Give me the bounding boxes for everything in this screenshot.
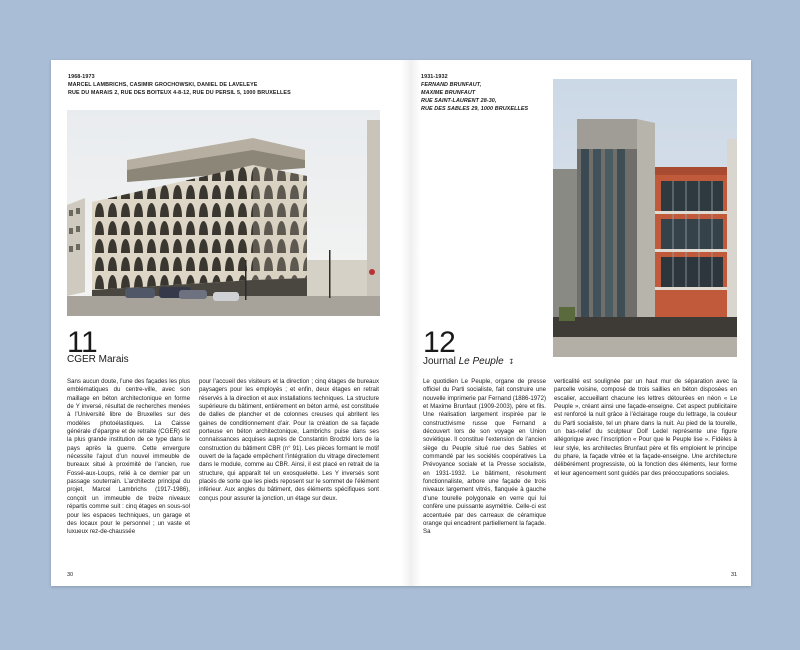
left-text-column-1	[67, 378, 190, 537]
left-page-header	[68, 73, 291, 97]
right-text-column-1	[423, 378, 546, 537]
entry-title-italic: Le Peuple	[458, 356, 504, 367]
left-header-years: 1968-1973	[68, 74, 95, 80]
book-spread	[51, 60, 751, 586]
right-paragraph-2: verticalité est soulignée par un haut mur de séparation avec la parcelle voisine, composé de trois saillies en béton disposées en escalier, accueillant chacune les lettres détourées en néon « Le Peuple », créant ainsi une façade-enseigne. Cet aspect publicitaire est renforcé la nuit grâce à l’éclairage rouge du lettrage, la couleur du Parti socialiste, tel un phare dans la nuit. Au pied de la tourelle, un bas-relief du sculpteur Dolf Ledel représente une figure allégorique avec l’inscription « Pour que le Peuple lise ». Fidèles à leur style, les architectes Brunfaut père et fils emploient le principe du phare, la façade vitrée et la façade-enseigne. Une architecture délibérément progressiste, où la fonction des éléments, leur forme et leur agencement sont guidés par des préoccupations sociales.	[554, 378, 737, 477]
le-peuple-photo	[553, 79, 737, 357]
right-header-years: 1931-1932	[421, 74, 448, 80]
cger-marais-photo	[67, 110, 380, 316]
page-number-left: 30	[67, 572, 74, 578]
left-header-architects: MARCEL LAMBRICHS, CASIMIR GROCHOWSKI, DANIEL DE LAVELEYE	[68, 82, 258, 88]
entry-number-12: 12	[423, 326, 456, 359]
right-text-column-2	[554, 378, 737, 478]
right-header-architect-2: MAXIME BRUNFAUT	[421, 90, 476, 96]
right-header-address-2: RUE DES SABLES 29, 1000 BRUXELLES	[421, 106, 529, 112]
right-page-header	[421, 73, 528, 113]
entry-marker-icon: ↧	[508, 359, 515, 366]
book-gutter	[401, 60, 421, 586]
entry-title-cger-marais: CGER Marais	[67, 354, 129, 365]
left-header-address: RUE DU MARAIS 2, RUE DES BOITEUX 4-8-12, RUE DU PERSIL 5, 1000 BRUXELLES	[68, 90, 291, 96]
right-paragraph-1: Le quotidien Le Peuple, organe de presse officiel du Parti socialiste, fait construire une nouvelle imprimerie par Fernand (1886-1972) et Maxime Brunfaut (1909-2003), père et fils. Une réalisation largement inspirée par le constructivisme russe que Fernand a découvert lors de son voyage en Union soviétique. Il constitue l’extension de l’ancien siège du Peuple situé rue des Sables et commandé par les sociétés coopératives La Prévoyance sociale et la Presse socialiste, en 1931-1932. Le bâtiment, résolument fonctionnaliste, arbore une façade de trois niveaux largement vitrés, flanquée à gauche d’une tourelle polygonale en verre qui lui confère une puissante asymétrie. Celle-ci est accentuée par des carreaux de céramique orange qui encadrent partiellement la façade. Sa	[423, 378, 546, 536]
right-header-architect-1: FERNAND BRUNFAUT,	[421, 82, 482, 88]
entry-title-prefix: Journal	[423, 356, 456, 367]
entry-number-11: 11	[67, 326, 98, 359]
left-paragraph-2: pour l’accueil des visiteurs et la direction ; cinq étages de bureaux paysagers pour les employés ; et enfin, deux étages en retrait réservés à la direction et aux installations techniques. La structure supérieure du bâtiment, entièrement en béton armé, est constituée de dalles de plancher et de colonnes creuses qui abritent les gaines de conditionnement d’air. Pour la création de sa façade porteuse en béton architectonique, Lambrichs puise dans ses connaissances acquises auprès de Constantin Brodzki lors de la construction du bâtiment CBR (n° 91). Les pièces formant le motif ouvert de la façade empêchent l’intégration du vitrage directement dans le module, comme au CBR. Ainsi, il est placé en retrait de la structure, qui apparaît tel un exosquelette. Les Y inversés sont placés de sorte que les pieds reposent sur le sommet de l’élément inférieur. Aux angles du bâtiment, des éléments spécifiques sont conçus pour assurer la jonction, un étage sur deux.	[199, 378, 379, 502]
le-peuple-building-illustration	[553, 79, 737, 357]
right-header-address-1: RUE SAINT-LAURENT 28-30,	[421, 98, 497, 104]
entry-title-journal-le-peuple	[423, 356, 514, 369]
left-paragraph-1: Sans aucun doute, l’une des façades les plus emblématiques du centre-ville, avec son maillage en béton architectonique en forme de Y inversé, résultat de recherches menées à l’Université libre de Bruxelles sur des modèles photoélastiques. La Caisse générale d’épargne et de retraite (CGER) est la plus grande institution de ce type dans le pays après la guerre. Cette envergure nécessite l’ajout d’un nouvel immeuble de bureaux situé à proximité de l’ancien, rue Fossé-aux-Loups, relié à ce dernier par un passage souterrain. L’architecte principal du projet, Marcel Lambrichs (1917-1986), conçoit un immeuble de treize niveaux répartis comme suit : cinq étages en sous-sol pour les espaces techniques, un garage et des locaux pour le personnel ; un vaste et luxueux rez-de-chaussée	[67, 378, 190, 536]
cger-building-illustration	[67, 110, 380, 316]
page-number-right: 31	[731, 572, 738, 578]
left-text-column-2	[199, 378, 379, 503]
